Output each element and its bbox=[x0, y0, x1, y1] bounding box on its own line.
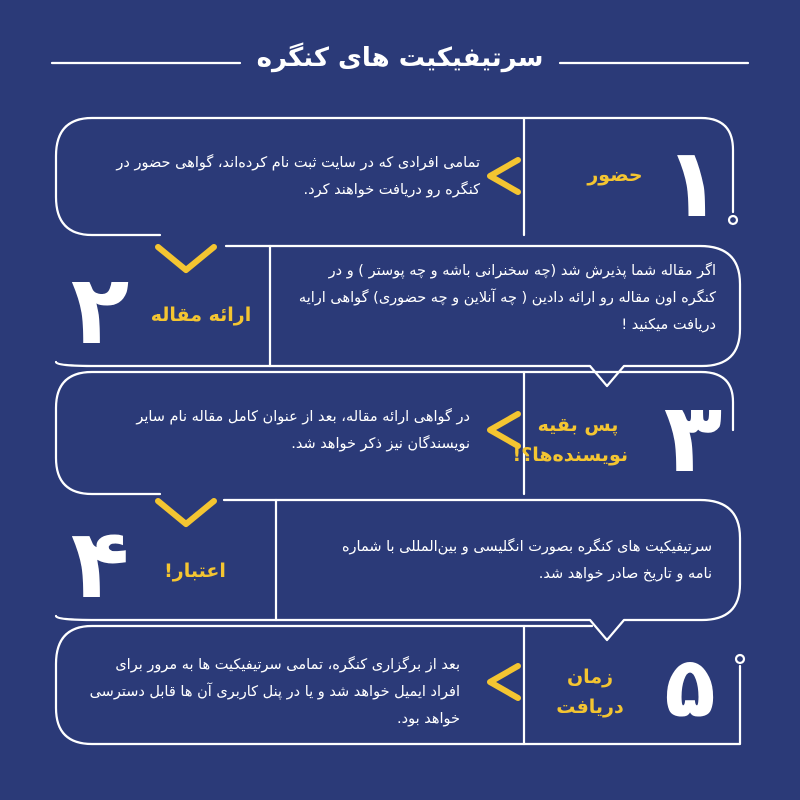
step-number: ۱ bbox=[663, 127, 723, 239]
step-number: ۲ bbox=[70, 254, 130, 366]
step-label: زمان دریافت bbox=[556, 666, 624, 719]
chevron-left-icon bbox=[490, 666, 518, 698]
step-description: در گواهی ارائه مقاله، بعد از عنوان کامل مقاله نام سایر نویسندگان نیز ذکر خواهد شد. bbox=[136, 409, 470, 452]
step-description: اگر مقاله شما پذیرش شد (چه سخنرانی باشه و چه پوستر ) و در کنگره اون مقاله رو ارائه دادین ( چه آنلاین و چه حضوری) گواهی ارایه دریافت میکنید ! bbox=[298, 263, 716, 333]
step-number: ۳ bbox=[663, 382, 723, 494]
page-title: سرتیفیکیت های کنگره bbox=[256, 43, 544, 73]
chevron-left-icon bbox=[490, 160, 518, 192]
step-description: تمامی افرادی که در سایت ثبت نام کرده‌اند، گواهی حضور در کنگره رو دریافت خواهند کرد. bbox=[116, 155, 480, 198]
box-5-dot bbox=[736, 655, 744, 663]
step-label: اعتبار! bbox=[164, 560, 226, 582]
step-label: حضور bbox=[587, 164, 643, 186]
step-number: ۵ bbox=[664, 638, 716, 736]
step-description: بعد از برگزاری کنگره، تمامی سرتیفیکیت ها به مرور برای افراد ایمیل خواهد شد و یا در پنل کاربری آن ها قابل دسترسی خواهد بود. bbox=[89, 657, 460, 727]
step-label: پس بقیه نویسنده‌ها؟! bbox=[512, 414, 628, 467]
step-number: ۴ bbox=[70, 508, 130, 620]
chevron-down-icon bbox=[158, 247, 214, 270]
step-label: ارائه مقاله bbox=[150, 304, 252, 326]
chevron-down-icon bbox=[158, 501, 214, 524]
step-description: سرتیفیکیت های کنگره بصورت انگلیسی و بین‌المللی با شماره نامه و تاریخ صادر خواهد شد. bbox=[341, 539, 712, 582]
